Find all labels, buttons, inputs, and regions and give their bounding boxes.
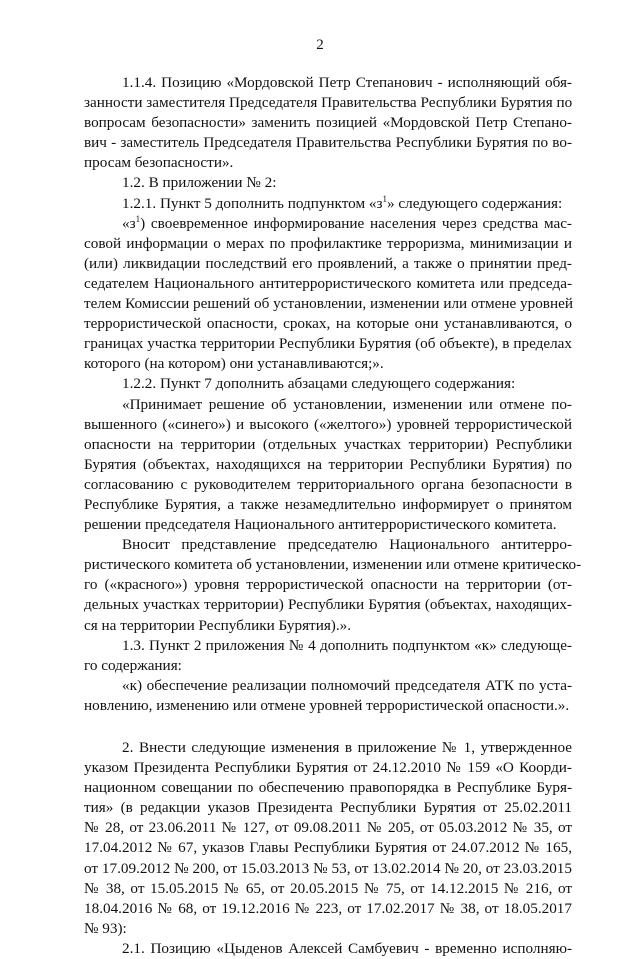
paragraph-z1: [84, 214, 572, 375]
text-line: согласованию с руководителем территориального органа безопасности в: [84, 475, 572, 493]
text-line: террористической опасности, сроках, на которые они устанавливаются, о: [84, 315, 572, 333]
text-line: ристического комитета об установлении, изменении или отмене критическо-: [84, 556, 582, 574]
paragraph-2-1: [84, 939, 572, 959]
text-line: № 93):: [84, 919, 127, 937]
paragraph-k: [84, 676, 572, 716]
text-line: № 38, от 15.05.2015 № 65, от 20.05.2015 № 75, от 14.12.2015 № 216, от: [84, 879, 572, 897]
text-line: 18.04.2016 № 68, от 19.12.2016 № 223, от 17.02.2017 № 38, от 18.05.2017: [84, 899, 572, 917]
text-line: № 28, от 23.06.2011 № 127, от 09.08.2011 № 205, от 05.03.2012 № 35, от: [84, 819, 572, 837]
text-line: Вносит представление председателю Национального антитерро-: [122, 536, 572, 554]
text-line: «к) обеспечение реализации полномочий председателя АТК по уста-: [122, 676, 572, 694]
text-line: телем Комиссии решений об установлении, изменении или отмене уровней: [84, 295, 573, 313]
text-line: решении председателя Национального антитеррористического комитета.: [84, 516, 557, 534]
text-line: Бурятия (объектах, находящихся на территории Республики Бурятия) по: [84, 455, 572, 473]
text-line: «Принимает решение об установлении, изменении или отмене по-: [122, 395, 572, 413]
page-number: 2: [316, 37, 324, 53]
text-line: от 17.09.2012 № 200, от 15.03.2013 № 53, от 13.02.2014 № 20, от 23.03.2015: [84, 859, 572, 877]
text-line: национном совещании по обеспечению правопорядка в Республике Буря-: [84, 779, 572, 797]
paragraph-1-1-4: [84, 73, 572, 173]
text-line: вопросам безопасности» заменить позицией «Мордовской Петр Степано-: [84, 114, 572, 132]
text-line: 1.1.4. Позицию «Мордовской Петр Степанович - исполняющий обя-: [122, 74, 572, 91]
text-line: го («красного») уровня террористической опасности на территории (от-: [84, 576, 572, 594]
text-line: новлению, изменению или отмене уровней террористической опасности.».: [84, 696, 570, 714]
text-line: опасности на территории (отдельных участках территории) Республики: [84, 435, 572, 453]
document-body: [84, 73, 582, 959]
paragraph-1-3: [84, 636, 572, 676]
text-line: 1.3. Пункт 2 приложения № 4 дополнить подпунктом «к» следующе-: [122, 636, 572, 654]
text-line: 1.2. В приложении № 2:: [122, 174, 277, 192]
text-line: 17.04.2012 № 67, указов Главы Республики Бурятия от 24.07.2012 № 165,: [84, 839, 572, 857]
text-line: 2. Внести следующие изменения в приложение № 1, утвержденное: [122, 739, 572, 756]
paragraph-1-2-1: [84, 194, 572, 214]
text-line: дельных участках территории) Республики Бурятия (объектах, находящих-: [84, 596, 572, 614]
text-line: занности заместителя Председателя Правительства Республики Бурятия по: [84, 94, 573, 112]
paragraph-2: [84, 738, 572, 939]
text-line: совой информации о мерах по профилактике терроризма, минимизации и: [84, 234, 572, 252]
text-line: вышенного («синего») и высокого («желтого») уровней террористической: [84, 415, 572, 433]
paragraph-1-2-2: [84, 374, 572, 394]
text-line: «$з^1$) своевременное информирование населения через средства мас-: [122, 213, 572, 232]
paragraph-vnosit: [84, 535, 582, 635]
paragraph-1-2: [84, 173, 572, 193]
text-line: тия» (в редакции указов Президента Республики Бурятия от 25.02.2011: [84, 799, 572, 817]
text-line: седателем Национального антитеррористического комитета или председа-: [84, 274, 572, 292]
text-line: указом Президента Республики Бурятия от 24.12.2010 № 159 «О Коорди-: [84, 759, 572, 777]
text-line: 1.2.1. Пункт 5 дополнить подпунктом «$з^1$» следующего содержания:: [122, 193, 563, 212]
text-line: 1.2.2. Пункт 7 дополнить абзацами следующего содержания:: [122, 375, 516, 393]
text-line: Республике Бурятия, а также незамедлительно информирует о принятом: [84, 495, 572, 513]
text-line: вич - заместитель Председателя Правительства Республики Бурятия по во-: [84, 134, 572, 152]
text-line: (или) ликвидации последствий его проявлений, а также о принятии пред-: [84, 254, 572, 272]
text-line: 2.1. Позицию «Цыденов Алексей Самбуевич - временно исполняю-: [122, 939, 572, 957]
text-line: го содержания:: [84, 656, 182, 674]
text-line: которого (на котором) они устанавливаются;».: [84, 355, 384, 373]
text-line: границах участка территории Республики Бурятия (об объекте), в пределах: [84, 335, 572, 353]
text-line: просам безопасности».: [84, 154, 234, 172]
paragraph-prinimaet: [84, 395, 572, 536]
paragraph-gap: [84, 716, 572, 738]
text-line: ся на территории Республики Бурятия).».: [84, 616, 352, 634]
